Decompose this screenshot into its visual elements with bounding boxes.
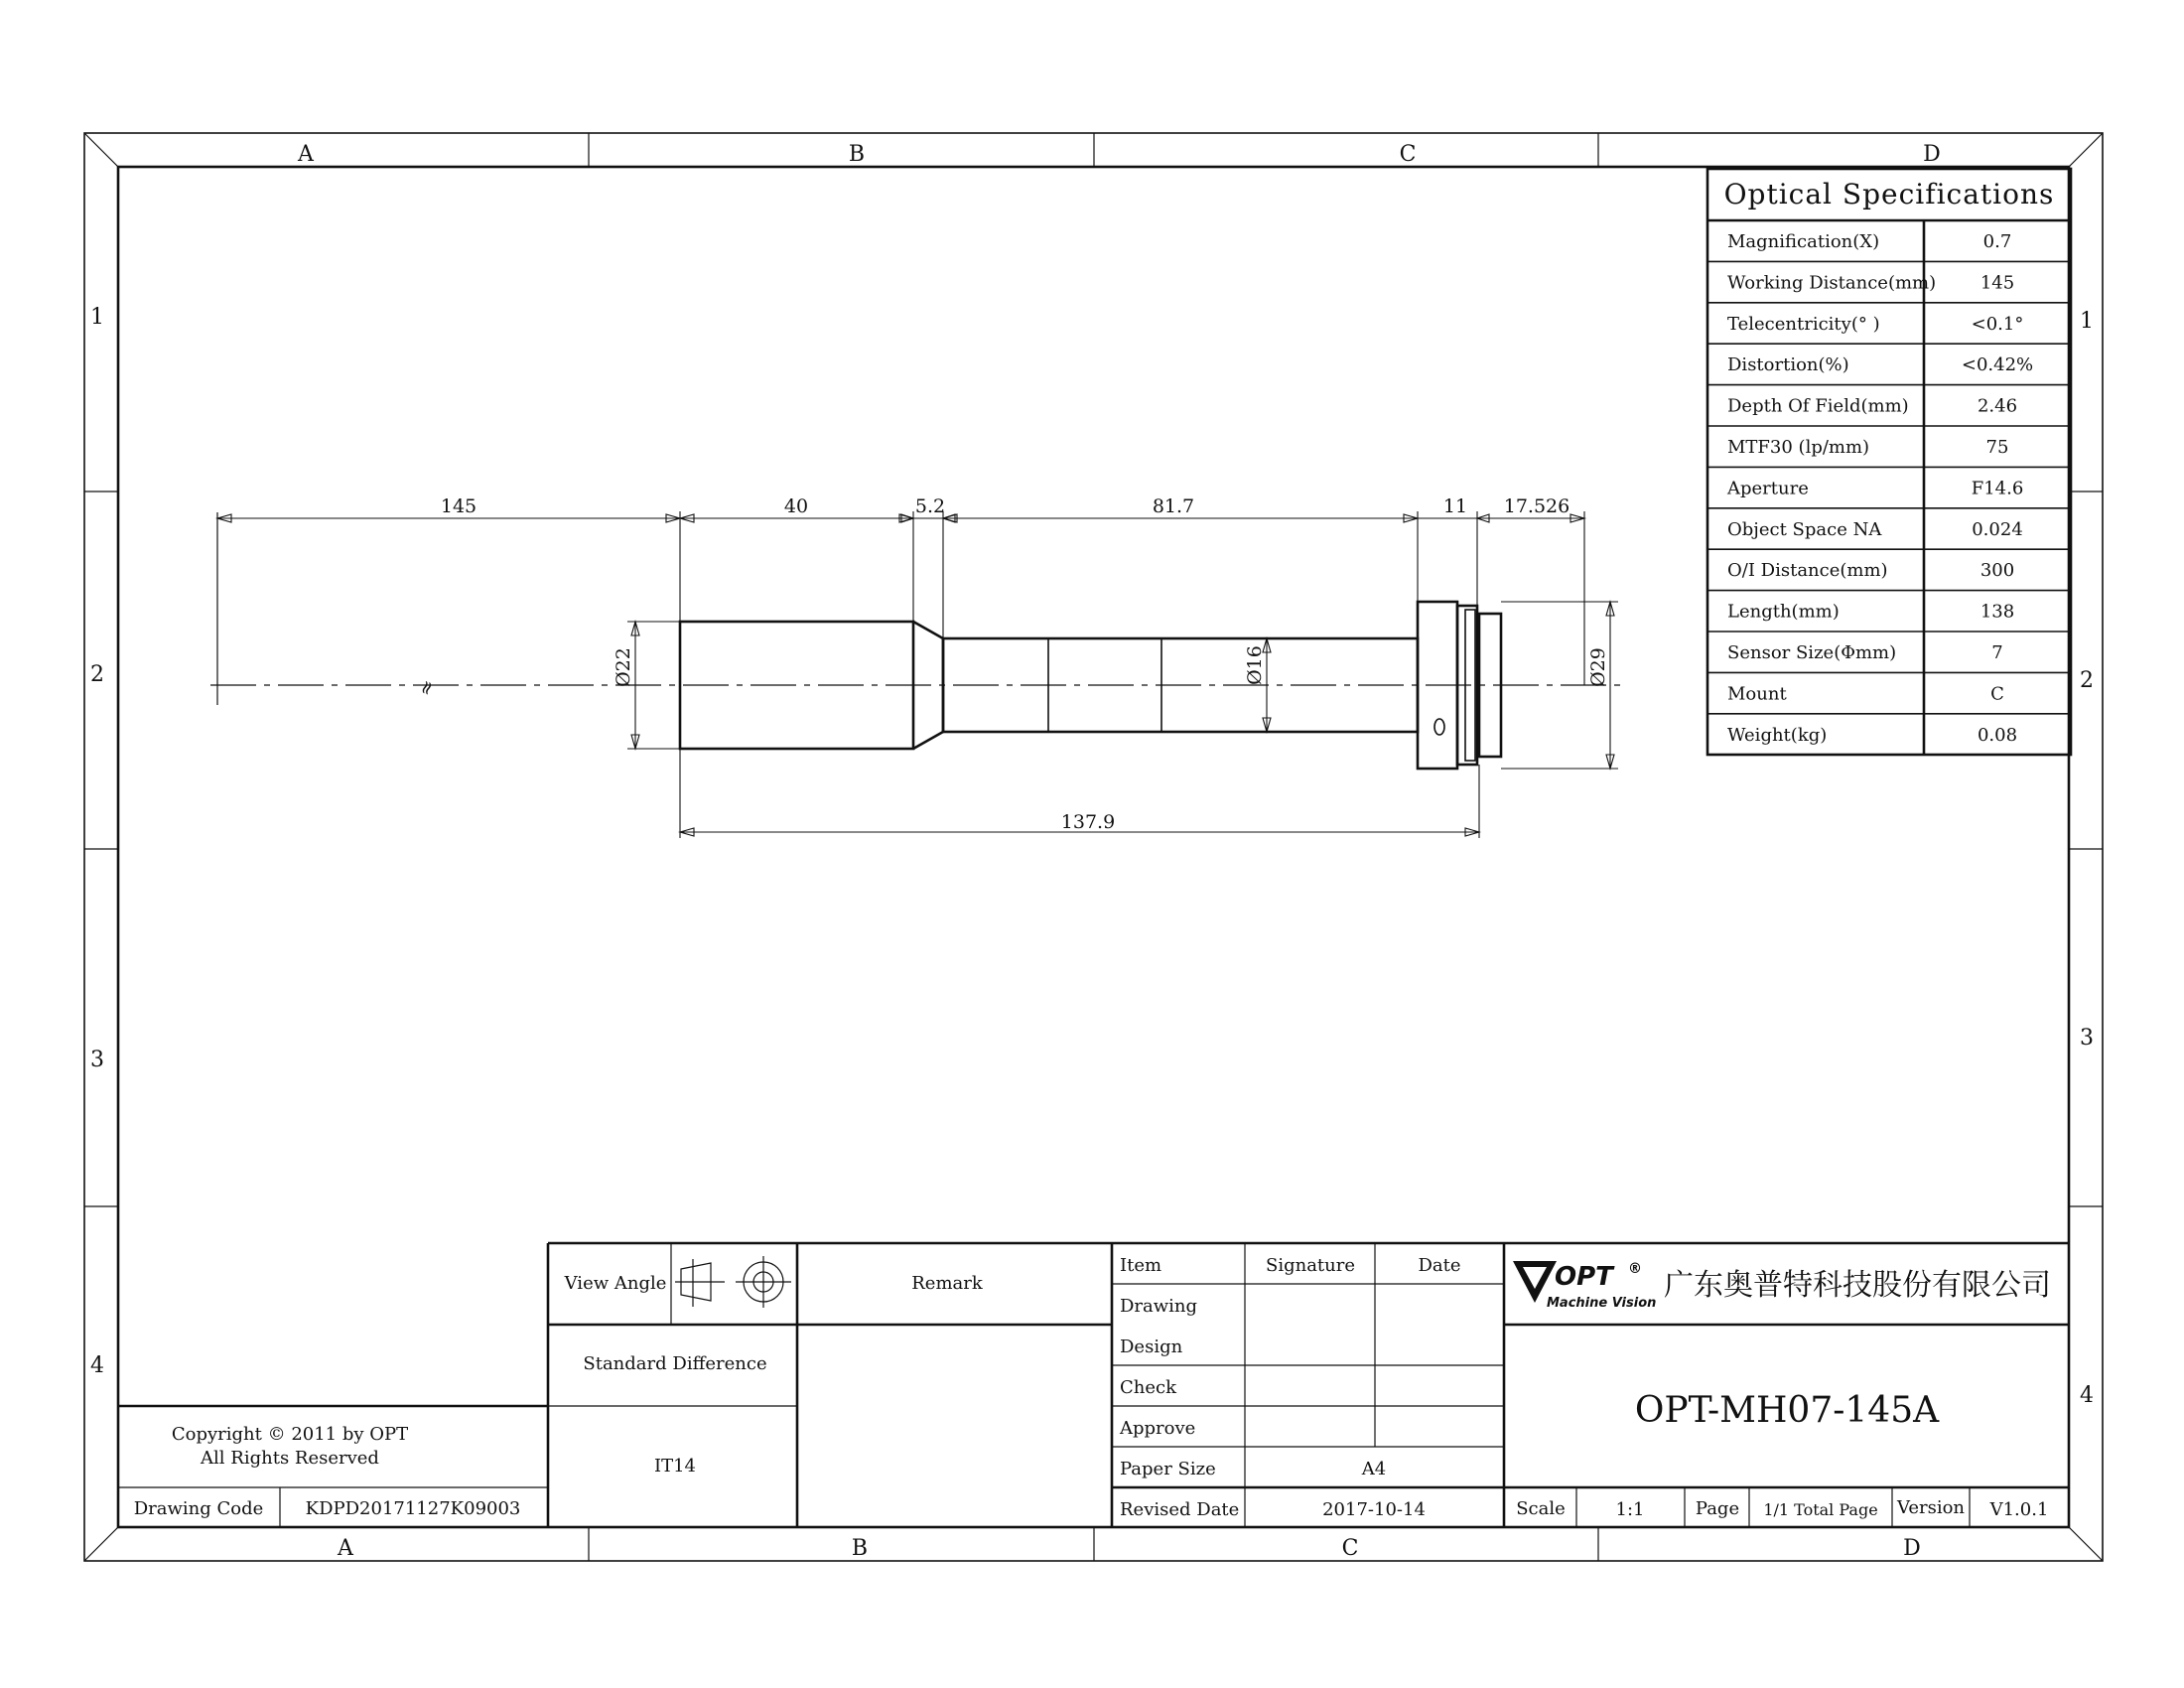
revised-date-label: Revised Date [1120, 1499, 1240, 1520]
optical-specs-table [1707, 169, 2071, 755]
spec-rows [1707, 220, 2071, 755]
spec-label: Distortion(%) [1727, 354, 1849, 376]
first-angle-projection-icon [675, 1259, 725, 1307]
spec-value: 0.08 [1977, 724, 2018, 746]
dim-flange-length: 11 [1442, 495, 1468, 517]
signature-label: Signature [1265, 1255, 1356, 1276]
view-angle-label: View Angle [564, 1273, 667, 1294]
zone-row-2-right: 2 [2080, 668, 2094, 693]
title-block [118, 1243, 2069, 1527]
page-label: Page [1695, 1498, 1740, 1519]
sheet-frame [84, 133, 2103, 1561]
spec-value: 138 [1979, 601, 2015, 623]
spec-label: Working Distance(mm) [1727, 272, 1937, 294]
spec-value: 2.46 [1977, 395, 2018, 417]
standard-difference-label: Standard Difference [583, 1353, 767, 1374]
zone-col-a-bottom: A [338, 1536, 353, 1561]
dim-diameter-front: Ø22 [613, 647, 634, 687]
spec-label: O/I Distance(mm) [1727, 560, 1888, 582]
spec-label: Telecentricity(° ) [1727, 313, 1880, 335]
item-label: Item [1120, 1255, 1162, 1276]
opt-logo-text: OPT [1555, 1262, 1613, 1292]
zone-col-d-top: D [1923, 142, 1941, 167]
spec-label: Sensor Size(Φmm) [1727, 642, 1897, 663]
zone-col-c-bottom: C [1341, 1536, 1359, 1561]
check-label: Check [1120, 1377, 1177, 1398]
spec-value: 145 [1979, 272, 2015, 294]
opt-logo [1513, 1261, 1656, 1311]
dim-taper-length: 5.2 [914, 495, 946, 517]
spec-label: Magnification(X) [1727, 231, 1880, 252]
copyright-line-2: All Rights Reserved [201, 1448, 379, 1469]
scale-value: 1:1 [1615, 1499, 1645, 1520]
zone-row-3-left: 3 [90, 1048, 104, 1072]
zone-row-4-left: 4 [90, 1353, 104, 1378]
design-label: Design [1120, 1336, 1183, 1357]
spec-label: Weight(kg) [1727, 724, 1828, 746]
zone-col-c-top: C [1399, 142, 1417, 167]
remark-label: Remark [911, 1273, 983, 1294]
dim-diameter-flange: Ø29 [1587, 647, 1609, 687]
spec-label: Mount [1727, 683, 1787, 705]
spec-value: 0.024 [1972, 518, 2023, 540]
dim-tube-length: 81.7 [1152, 495, 1195, 517]
spec-label: MTF30 (lp/mm) [1727, 437, 1870, 458]
dim-overall-length: 137.9 [1060, 811, 1116, 833]
tolerance-value: IT14 [653, 1456, 697, 1477]
copyright-line-1: Copyright © 2011 by OPT [171, 1424, 409, 1445]
approve-label: Approve [1120, 1418, 1196, 1439]
zone-col-d-bottom: D [1903, 1536, 1921, 1561]
drawing-code-value: KDPD20171127K09003 [305, 1498, 521, 1519]
company-name: 广东奥普特科技股份有限公司 [1664, 1268, 2051, 1303]
scale-label: Scale [1516, 1498, 1566, 1519]
zone-col-a-top: A [298, 142, 314, 167]
spec-label: Aperture [1727, 478, 1809, 499]
paper-size-value: A4 [1361, 1459, 1387, 1479]
spec-value: 300 [1979, 560, 2015, 582]
spec-value: 7 [1991, 642, 2003, 663]
version-value: V1.0.1 [1989, 1499, 2049, 1520]
spec-value: F14.6 [1971, 478, 2024, 499]
spec-label: Depth Of Field(mm) [1727, 395, 1909, 417]
version-label: Version [1896, 1497, 1966, 1518]
zone-row-4-right: 4 [2080, 1383, 2094, 1408]
spec-label: Length(mm) [1727, 601, 1840, 623]
zone-row-1-right: 1 [2080, 309, 2094, 334]
dim-barrel-length: 40 [783, 495, 809, 517]
zone-col-b-top: B [848, 142, 866, 167]
zone-row-3-right: 3 [2080, 1026, 2094, 1051]
spec-value: <0.42% [1961, 354, 2034, 376]
paper-size-label: Paper Size [1120, 1459, 1216, 1479]
model-number: OPT-MH07-145A [1634, 1390, 1940, 1431]
dim-mount-to-end: 17.526 [1503, 495, 1570, 517]
lens-drawing [210, 495, 1620, 838]
opt-logo-subtitle: Machine Vision [1547, 1296, 1657, 1311]
page-value: 1/1 Total Page [1763, 1500, 1878, 1519]
spec-value: 75 [1985, 437, 2009, 458]
dim-working-distance: 145 [440, 495, 478, 517]
revised-date-value: 2017-10-14 [1322, 1499, 1426, 1520]
break-mark: ≈ [413, 676, 440, 699]
spec-value: C [1990, 683, 2004, 705]
spec-value: 0.7 [1982, 231, 2012, 252]
drawing-code-label: Drawing Code [133, 1498, 264, 1519]
date-label: Date [1418, 1255, 1461, 1276]
spec-value: <0.1° [1971, 313, 2024, 335]
specs-title: Optical Specifications [1723, 178, 2055, 211]
drawing-label: Drawing [1120, 1296, 1198, 1317]
opt-logo-registered-mark: ® [1628, 1261, 1642, 1277]
zone-row-1-left: 1 [90, 305, 104, 330]
set-screw [1434, 719, 1444, 735]
projection-circles-icon [736, 1256, 791, 1308]
zone-col-b-bottom: B [851, 1536, 869, 1561]
zone-row-2-left: 2 [90, 662, 104, 687]
spec-label: Object Space NA [1727, 518, 1882, 540]
dim-diameter-tube: Ø16 [1244, 645, 1266, 685]
